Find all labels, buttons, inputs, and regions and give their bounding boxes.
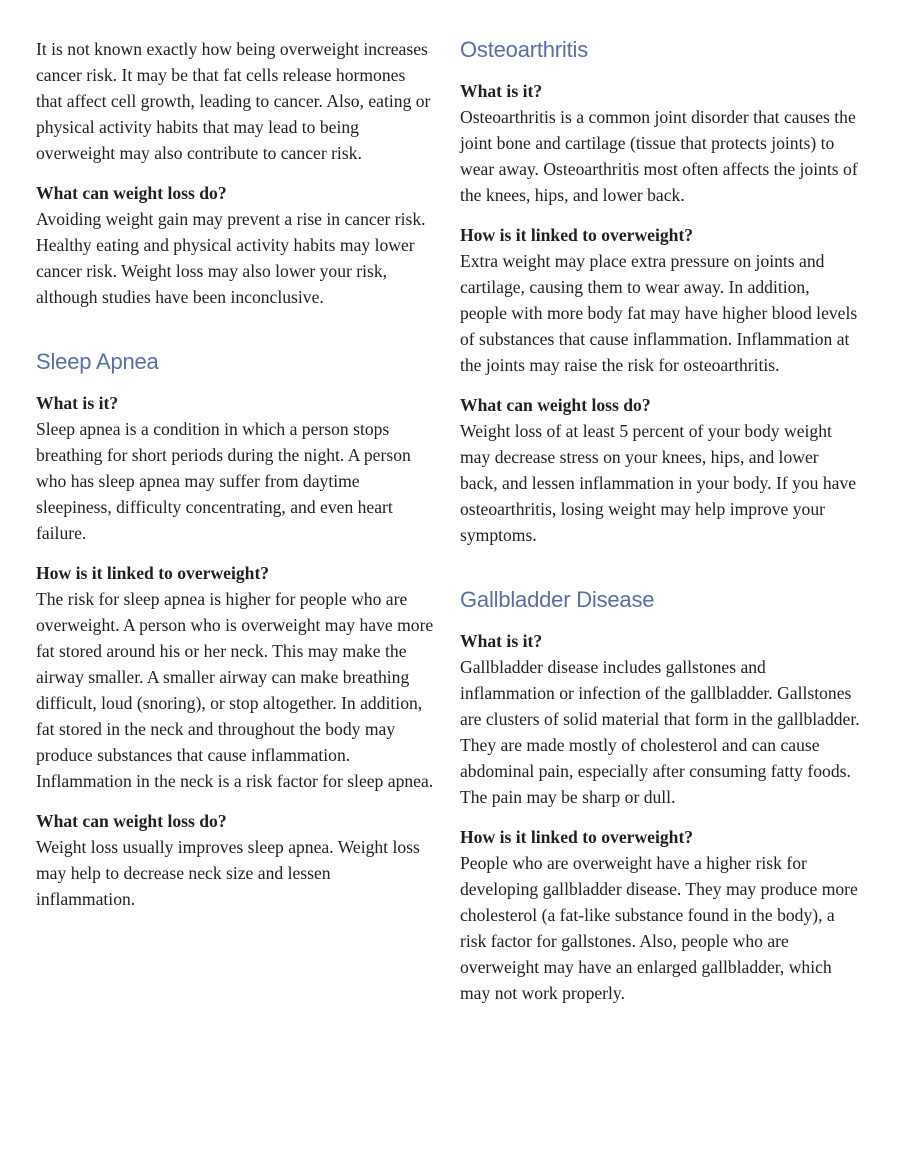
gallbladder-link-text: People who are overweight have a higher risk for developing gallbladder disease. They may produce more cholesterol (a fat-like substance found in the body), a risk factor for gallstones. Also, people who are overweight may have an enlarged gallbladder, which may not work properly. — [460, 853, 858, 1003]
gallbladder-what-block — [460, 628, 860, 810]
sleep-apnea-what-heading: What is it? — [36, 393, 119, 413]
gallbladder-section — [460, 586, 860, 1006]
left-column — [36, 36, 434, 912]
sleep-apnea-loss-block — [36, 808, 434, 912]
gallbladder-link-block — [460, 824, 860, 1006]
osteoarthritis-link-block — [460, 222, 860, 378]
sleep-apnea-section — [36, 348, 434, 912]
sleep-apnea-loss-heading: What can weight loss do? — [36, 811, 227, 831]
osteoarthritis-loss-heading: What can weight loss do? — [460, 395, 651, 415]
sleep-apnea-link-block — [36, 560, 434, 794]
sleep-apnea-what-block — [36, 390, 434, 546]
osteoarthritis-link-heading: How is it linked to overweight? — [460, 225, 694, 245]
gallbladder-link-heading: How is it linked to overweight? — [460, 827, 694, 847]
gallbladder-title: Gallbladder Disease — [460, 587, 655, 612]
gallbladder-what-heading: What is it? — [460, 631, 543, 651]
osteoarthritis-what-block — [460, 78, 860, 208]
sleep-apnea-loss-text: Weight loss usually improves sleep apnea. Weight loss may help to decrease neck size and lessen inflammation. — [36, 837, 420, 909]
osteoarthritis-loss-text: Weight loss of at least 5 percent of your body weight may decrease stress on your knees, hips, and lower back, and lessen inflammation in your body. If you have osteoarthritis, losing weight may help improve your symptoms. — [460, 421, 857, 545]
osteoarthritis-title: Osteoarthritis — [460, 37, 589, 62]
osteoarthritis-section — [460, 36, 860, 548]
cancer-weight-loss-heading: What can weight loss do? — [36, 183, 227, 203]
cancer-intro-text: It is not known exactly how being overweight increases cancer risk. It may be that fat cells release hormones that affect cell growth, leading to cancer. Also, eating or physical activity habits that may lead to being overweight may also contribute to cancer risk. — [36, 39, 431, 163]
gallbladder-what-text: Gallbladder disease includes gallstones and inflammation or infection of the gallbladder. Gallstones are clusters of solid material that form in the gallbladder. They are made mostly of cholesterol and can cause abdominal pain, especially after consuming fatty foods. The pain may be sharp or dull. — [460, 657, 860, 807]
osteoarthritis-link-text: Extra weight may place extra pressure on joints and cartilage, causing them to wear away. In addition, people with more body fat may have higher blood levels of substances that cause inflammation. Inflammation at the joints may raise the risk for osteoarthritis. — [460, 251, 858, 375]
sleep-apnea-what-text: Sleep apnea is a condition in which a person stops breathing for short periods during the night. A person who has sleep apnea may suffer from daytime sleepiness, difficulty concentrating, and even heart failure. — [36, 419, 411, 543]
osteoarthritis-what-text: Osteoarthritis is a common joint disorder that causes the joint bone and cartilage (tissue that protects joints) to wear away. Osteoarthritis most often affects the joints of the knees, hips, and lower back. — [460, 107, 858, 205]
cancer-weight-loss-text: Avoiding weight gain may prevent a rise in cancer risk. Healthy eating and physical activity habits may lower cancer risk. Weight loss may also lower your risk, although studies have been inconclusive. — [36, 209, 426, 307]
cancer-intro-block — [36, 36, 434, 166]
osteoarthritis-what-heading: What is it? — [460, 81, 543, 101]
cancer-section — [36, 36, 434, 310]
sleep-apnea-link-text: The risk for sleep apnea is higher for people who are overweight. A person who is overweight may have more fat stored around his or her neck. This may make the airway smaller. A smaller airway can make breathing difficult, loud (snoring), or stop altogether. In addition, fat stored in the neck and throughout the body may produce substances that cause inflammation. Inflammation in the neck is a risk factor for sleep apnea. — [36, 589, 434, 791]
osteoarthritis-loss-block — [460, 392, 860, 548]
cancer-weight-loss-block — [36, 180, 434, 310]
right-column — [460, 36, 860, 1006]
sleep-apnea-title: Sleep Apnea — [36, 349, 159, 374]
sleep-apnea-link-heading: How is it linked to overweight? — [36, 563, 270, 583]
